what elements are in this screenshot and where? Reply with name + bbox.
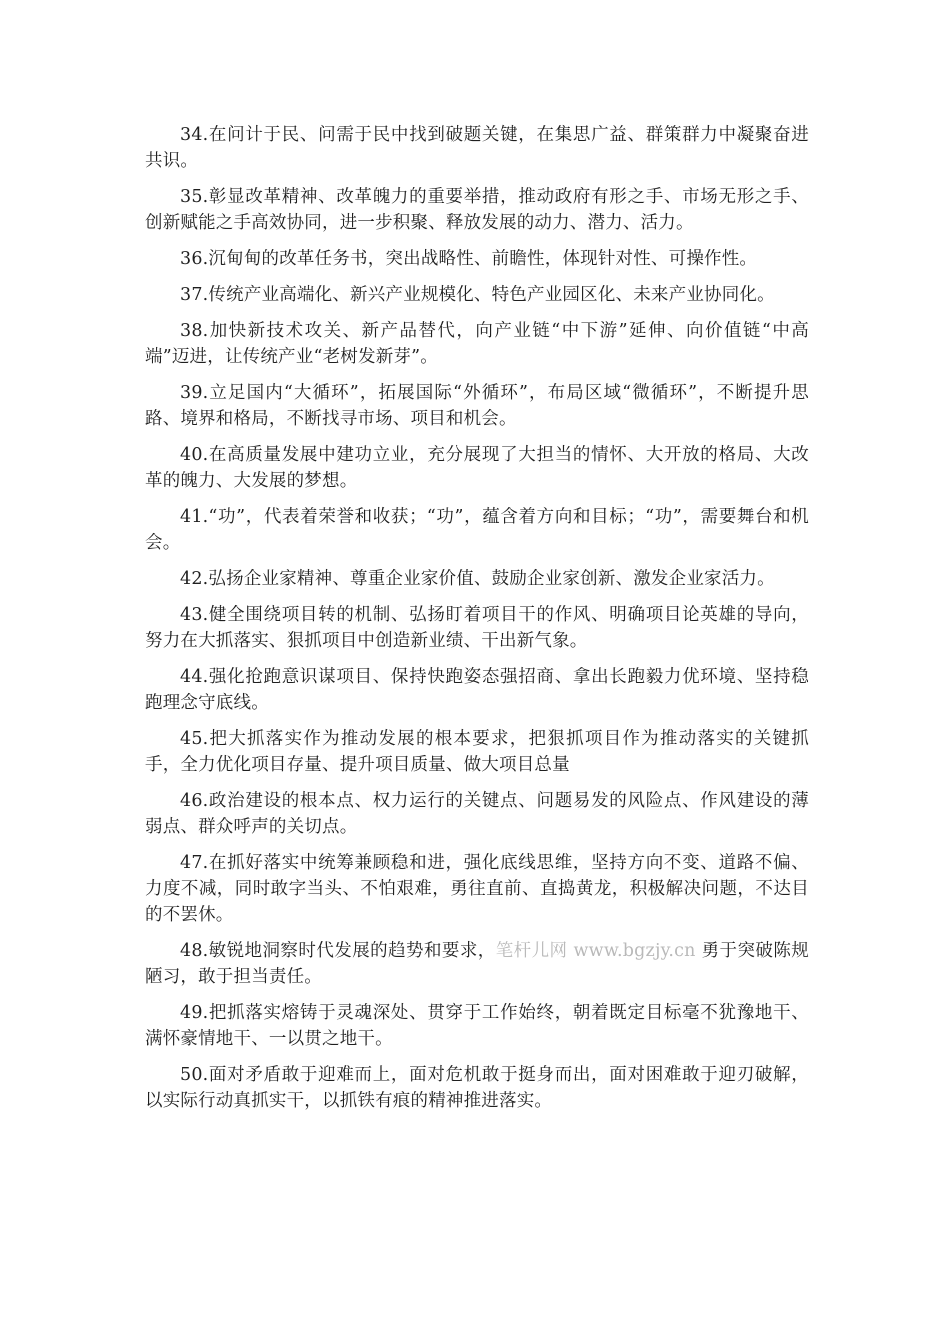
- paragraph-49: 49.把抓落实熔铸于灵魂深处、贯穿于工作始终，朝着既定目标毫不犹豫地干、满怀豪情地干、一以贯之地干。: [145, 1003, 809, 1049]
- watermark-text: 笔杆儿网 www.bgzjy.cn: [495, 941, 696, 961]
- paragraph-39: 39.立足国内“大循环”，拓展国际“外循环”，布局区域“微循环”，不断提升思路、境界和格局，不断找寻市场、项目和机会。: [145, 383, 809, 429]
- paragraph-45: 45.把大抓落实作为推动发展的根本要求，把狠抓项目作为推动落实的关键抓手，全力优化项目存量、提升项目质量、做大项目总量: [145, 729, 809, 775]
- paragraph-35: 35.彰显改革精神、改革魄力的重要举措，推动政府有形之手、市场无形之手、创新赋能之手高效协同，进一步积聚、释放发展的动力、潜力、活力。: [145, 187, 809, 233]
- paragraph-48-tail: 勇于突破陈规陋习，敢于担当责任。: [145, 941, 809, 987]
- paragraph-34: 34.在问计于民、问需于民中找到破题关键，在集思广益、群策群力中凝聚奋进共识。: [145, 125, 809, 171]
- paragraph-48: [145, 938, 809, 990]
- paragraph-43: 43.健全围绕项目转的机制、弘扬盯着项目干的作风、明确项目论英雄的导向，努力在大抓落实、狠抓项目中创造新业绩、干出新气象。: [145, 605, 809, 651]
- paragraph-36: 36.沉甸甸的改革任务书，突出战略性、前瞻性，体现针对性、可操作性。: [180, 249, 758, 269]
- paragraph-47: 47.在抓好落实中统筹兼顾稳和进，强化底线思维，坚持方向不变、道路不偏、力度不减，同时敢字当头、不怕艰难，勇往直前、直捣黄龙，积极解决问题，不达目的不罢休。: [145, 853, 809, 925]
- paragraph-38: 38.加快新技术攻关、新产品替代，向产业链“中下游”延伸、向价值链“中高端”迈进，让传统产业“老树发新芽”。: [145, 321, 809, 367]
- paragraph-44: 44.强化抢跑意识谋项目、保持快跑姿态强招商、拿出长跑毅力优环境、坚持稳跑理念守底线。: [145, 667, 809, 713]
- paragraph-50: 50.面对矛盾敢于迎难而上，面对危机敢于挺身而出，面对困难敢于迎刃破解，以实际行动真抓实干，以抓铁有痕的精神推进落实。: [145, 1065, 809, 1111]
- paragraph-40: 40.在高质量发展中建功立业，充分展现了大担当的情怀、大开放的格局、大改革的魄力、大发展的梦想。: [145, 445, 809, 491]
- document-body: [145, 122, 809, 1124]
- paragraph-42: 42.弘扬企业家精神、尊重企业家价值、鼓励企业家创新、激发企业家活力。: [180, 569, 775, 589]
- paragraph-46: 46.政治建设的根本点、权力运行的关键点、问题易发的风险点、作风建设的薄弱点、群众呼声的关切点。: [145, 791, 809, 837]
- paragraph-48-lead: 48.敏锐地洞察时代发展的趋势和要求，: [180, 941, 496, 961]
- paragraph-41: 41.“功”，代表着荣誉和收获；“功”，蕴含着方向和目标；“功”，需要舞台和机会。: [145, 507, 809, 553]
- paragraph-37: 37.传统产业高端化、新兴产业规模化、特色产业园区化、未来产业协同化。: [180, 285, 775, 305]
